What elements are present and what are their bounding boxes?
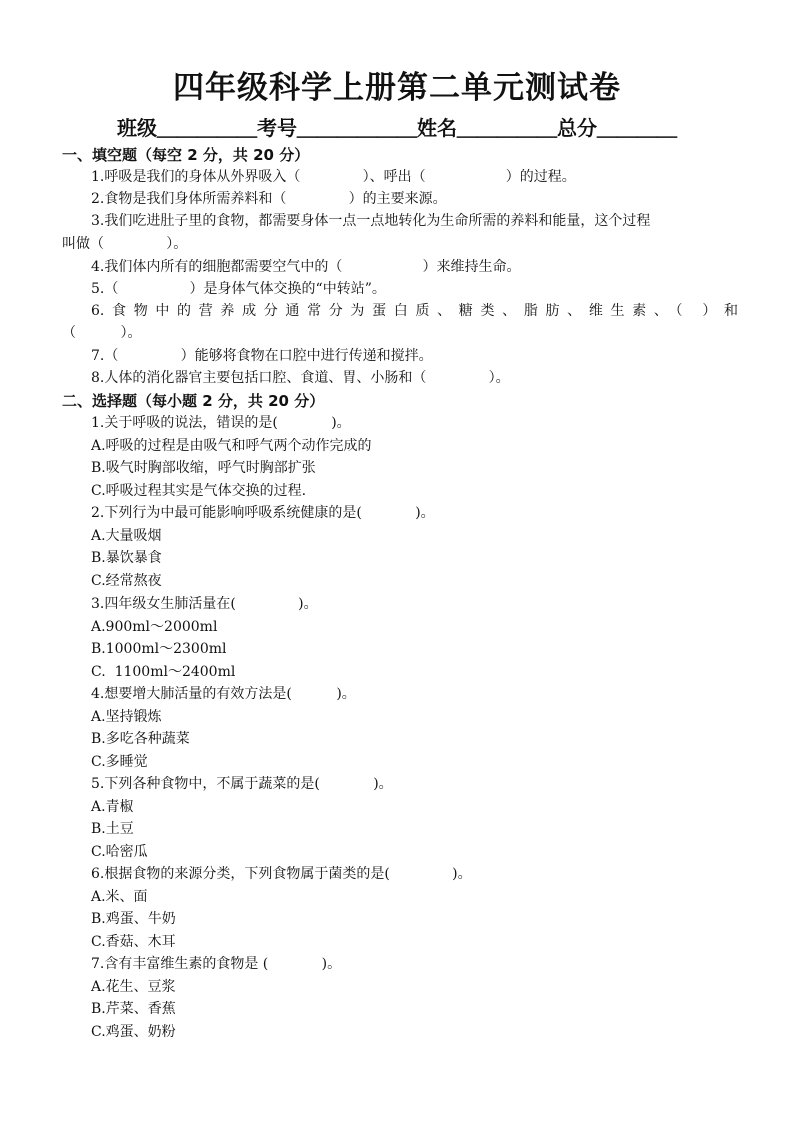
page-title: 四年级科学上册第二单元测试卷: [173, 70, 621, 106]
option-line: C.鸡蛋、奶粉: [91, 1024, 176, 1040]
option-line: A.花生、豆浆: [91, 979, 176, 995]
question-line: 叫做（ ）。: [62, 236, 188, 252]
question-line: 7.（ ）能够将食物在口腔中进行传递和搅拌。: [91, 348, 433, 364]
question-line: 3.我们吃进肚子里的食物，都需要身体一点一点地转化为生命所需的养料和能量，这个过程: [91, 213, 651, 229]
question-line: 7.含有丰富维生素的食物是 ( )。: [91, 956, 342, 972]
question-line: 2.下列行为中最可能影响呼吸系统健康的是( )。: [91, 505, 435, 521]
question-line: 1.呼吸是我们的身体从外界吸入（ ）、呼出（ ）的过程。: [91, 169, 576, 185]
question-line: 2.食物是我们身体所需养料和（ ）的主要来源。: [91, 191, 447, 207]
option-line: A.米、面: [91, 889, 148, 905]
option-line: A.大量吸烟: [91, 528, 162, 544]
option-line: A.青椒: [91, 799, 134, 815]
question-line: （ ）。: [62, 325, 142, 341]
option-line: A.900ml～2000ml: [91, 619, 218, 635]
option-line: B.吸气时胸部收缩，呼气时胸部扩张: [91, 460, 316, 476]
option-line: C.哈密瓜: [91, 844, 148, 860]
question-line: 8.人体的消化器官主要包括口腔、食道、胃、小肠和（ ）。: [91, 370, 510, 386]
option-line: B.鸡蛋、牛奶: [91, 911, 176, 927]
option-line: C.经常熬夜: [91, 573, 162, 589]
section-heading-multiple-choice: 二、选择题（每小题 2 分，共 20 分）: [62, 392, 325, 410]
option-line: C.呼吸过程其实是气体交换的过程.: [91, 483, 307, 499]
option-line: B.暴饮暴食: [91, 550, 162, 566]
option-line: B.芹菜、香蕉: [91, 1001, 176, 1017]
question-line: 5.（ ）是身体气体交换的“中转站”。: [91, 281, 386, 297]
question-line: 3.四年级女生肺活量在( )。: [91, 596, 318, 612]
student-info-line: 班级＿＿＿＿＿考号＿＿＿＿＿＿姓名＿＿＿＿＿总分＿＿＿＿: [117, 116, 677, 140]
option-line: A.坚持锻炼: [91, 709, 162, 725]
option-line: C. 1100ml～2400ml: [91, 664, 236, 680]
option-line: C.多睡觉: [91, 754, 148, 770]
section-heading-fill-blank: 一、填空题（每空 2 分，共 20 分）: [62, 146, 310, 164]
option-line: A.呼吸的过程是由吸气和呼气两个动作完成的: [91, 438, 372, 454]
option-line: B.多吃各种蔬菜: [91, 731, 190, 747]
option-line: B.1000ml～2300ml: [91, 641, 227, 657]
question-line: 5.下列各种食物中，不属于蔬菜的是( )。: [91, 776, 393, 792]
question-line: 1.关于呼吸的说法，错误的是( )。: [91, 415, 351, 431]
question-line: 4.我们体内所有的细胞都需要空气中的（ ）来维持生命。: [91, 259, 521, 275]
question-line: 4.想要增大肺活量的有效方法是( )。: [91, 686, 356, 702]
question-line: 6.根据食物的来源分类，下列食物属于菌类的是( )。: [91, 866, 472, 882]
option-line: C.香菇、木耳: [91, 934, 176, 950]
option-line: B.土豆: [91, 821, 134, 837]
question-line: 6.食物中的营养成分通常分为蛋白质、糖类、脂肪、维生素、（ ）和: [91, 303, 738, 319]
